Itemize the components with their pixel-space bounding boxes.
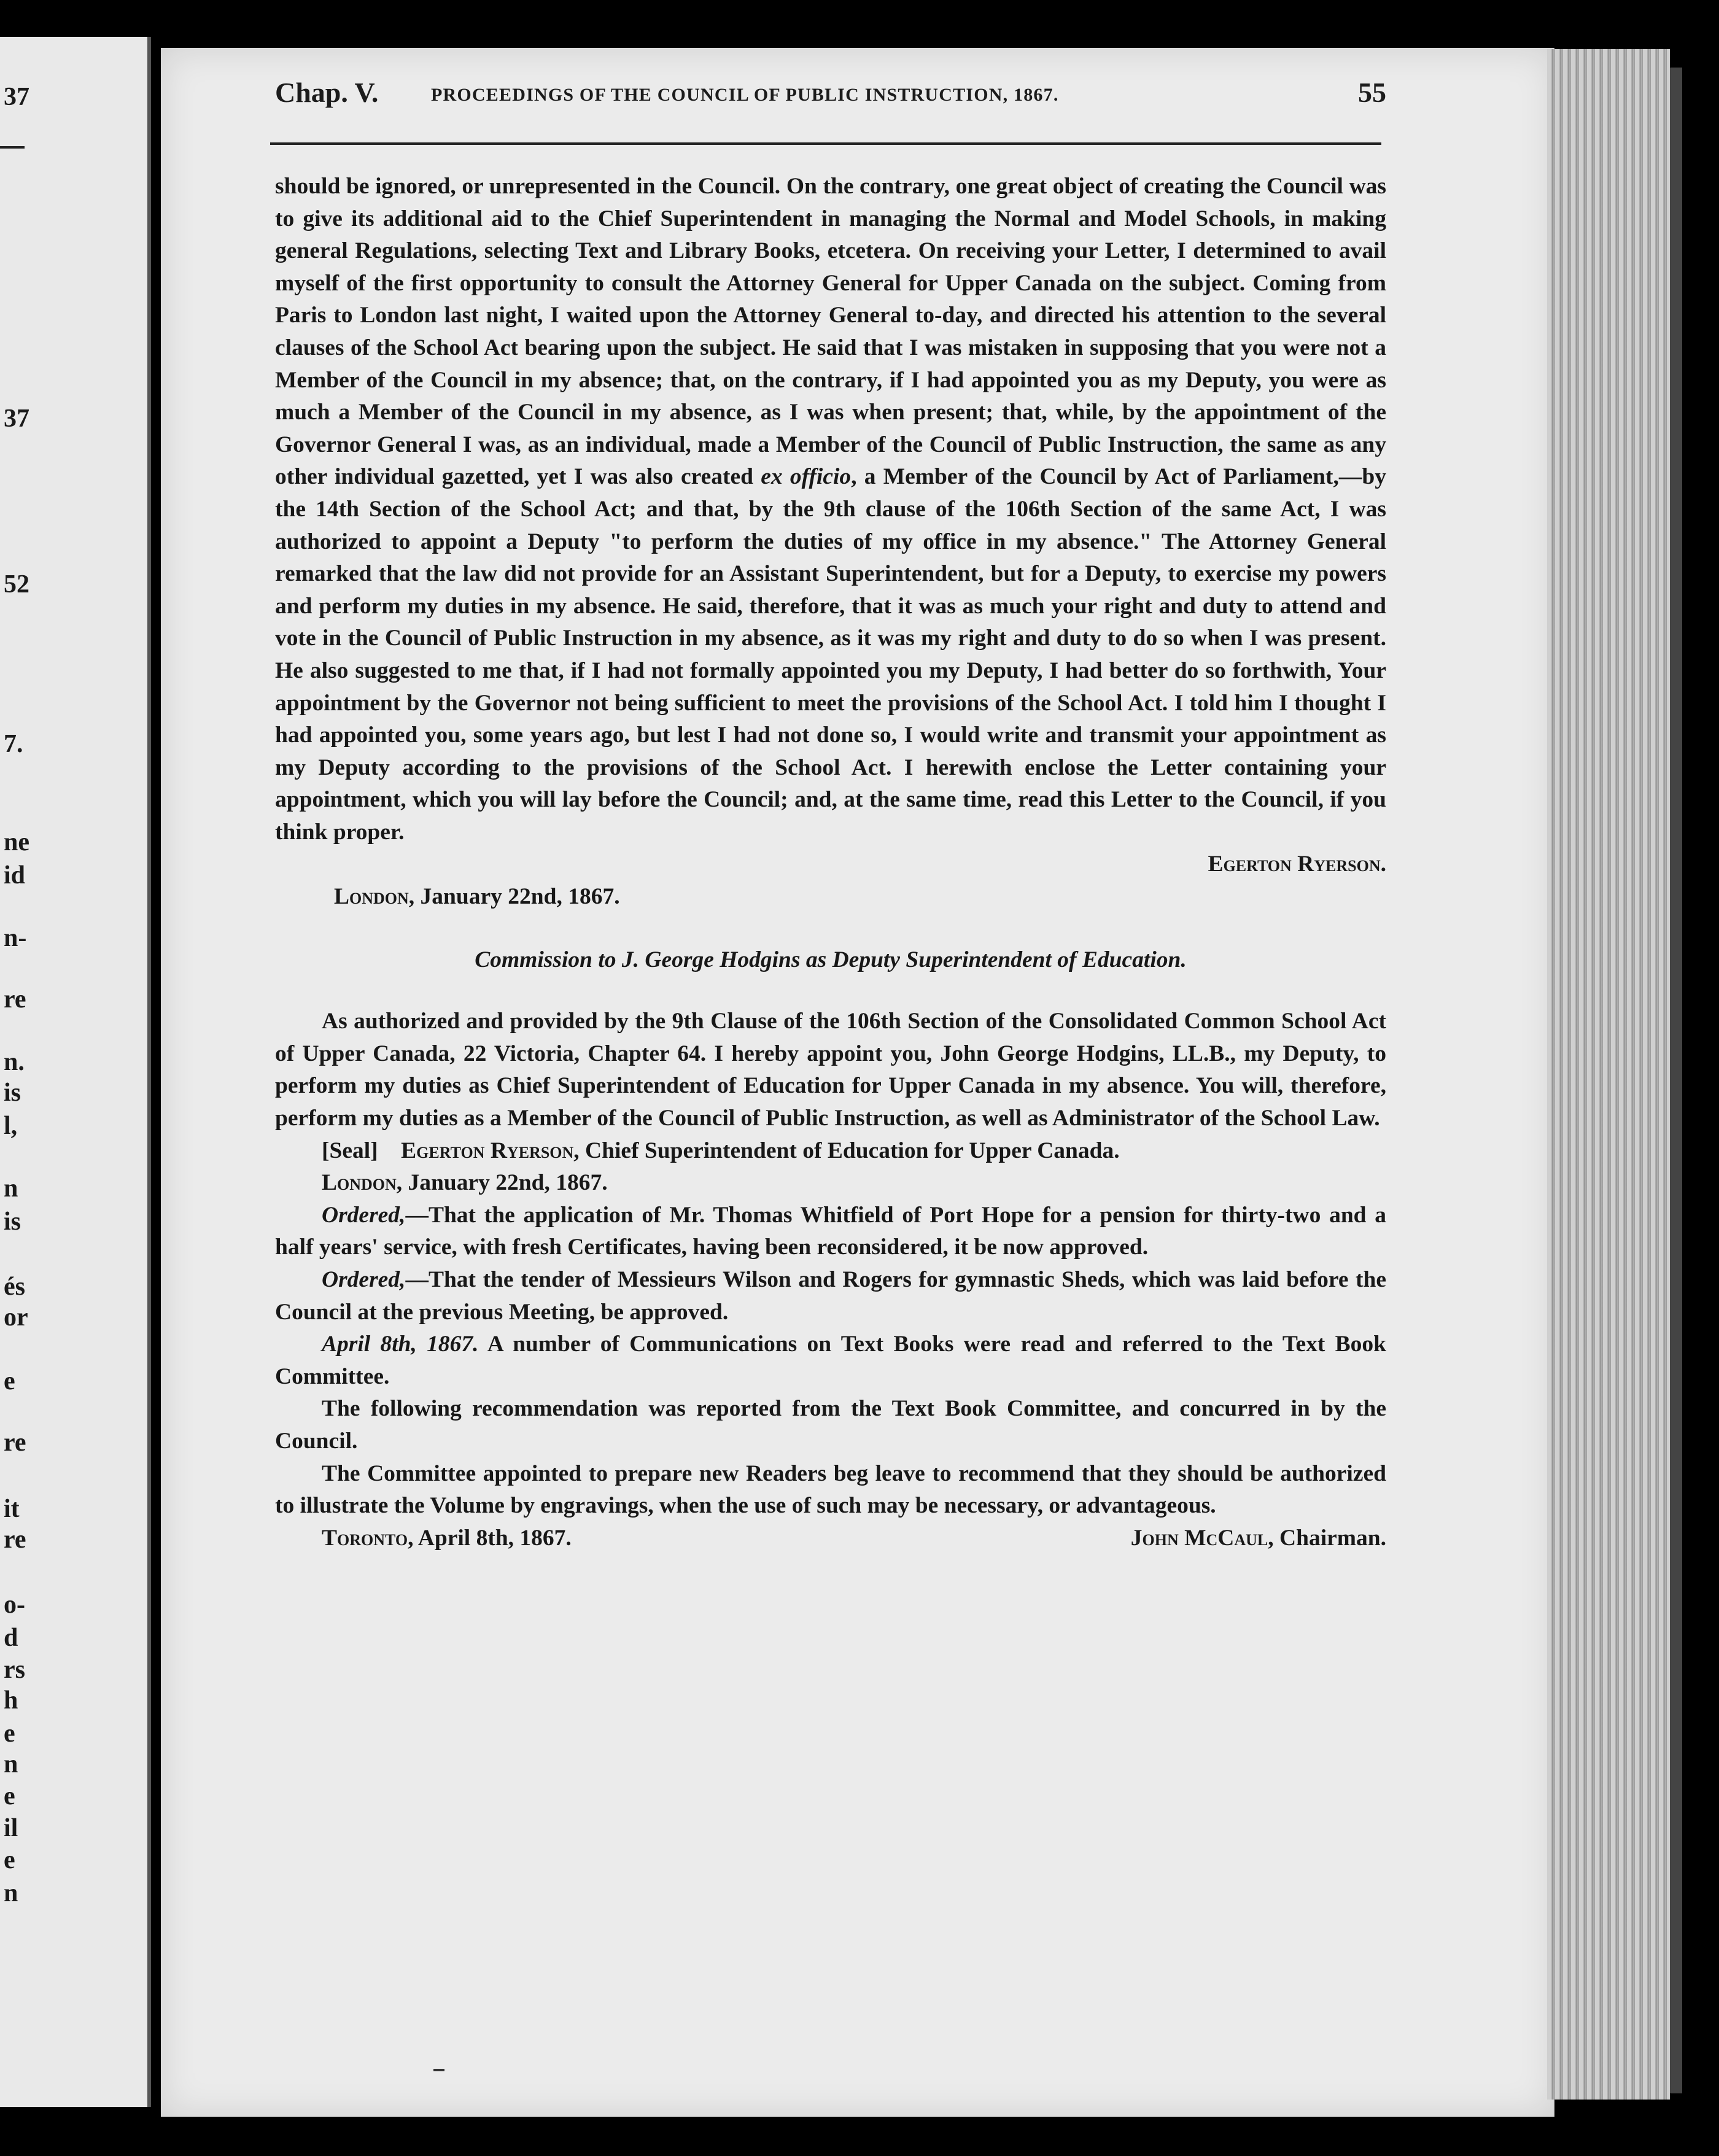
running-title: PROCEEDINGS OF THE COUNCIL OF PUBLIC INSTRUCTION, 1867. [431,85,1059,105]
letter-italic-phrase: ex officio [761,464,852,490]
april-date: April 8th, 1867. [322,1332,479,1357]
commission-heading: Commission to J. George Hodgins as Deputy Superintendent of Education. [475,947,1187,972]
seal-signatory: Egerton Ryerson, [401,1138,580,1163]
facing-fragment: n. [4,1048,25,1076]
final-date: April 8th, 1867. [413,1525,572,1551]
facing-fragment: e [4,1720,15,1748]
commission-paragraph: As authorized and provided by the 9th Clause of the 106th Section of the Consolidated Common School Act of Upper Canada, 22 Victoria, Chapter 64. I hereby appoint you, John George Hodgins, LL.B., my Deputy, to perform my duties as Chief Superintendent of Education for Upper Canada in my absence. You will, therefore, perform my duties as a Member of the Council of Public Instruction, as well as Administrator of the School Law. [275,1009,1386,1131]
commission-date-text: January 22nd, 1867. [402,1170,608,1196]
facing-fragment: h [4,1686,18,1715]
page-number: 55 [1358,77,1386,108]
facing-fragment: és [4,1273,25,1301]
facing-fragment: 7. [4,730,23,758]
page-edges [1547,49,1670,2100]
signature-ryerson [275,848,1386,881]
facing-fragment: re [4,985,26,1014]
order-text: —That the application of Mr. Thomas Whitfield of Port Hope for a pension for thirty-two and a half years' service, with fresh Certificates, having been reconsidered, it be now approved. [275,1202,1386,1260]
facing-fragment: o- [4,1591,25,1619]
april-entry [275,1328,1386,1393]
facing-page-edge [0,37,151,2107]
facing-fragment: 37 [4,405,29,433]
facing-fragment: id [4,861,26,890]
date-text: January 22nd, 1867. [414,884,620,910]
signature-name: Egerton Ryerson. [1208,851,1386,877]
chairman-role: Chairman. [1273,1525,1386,1551]
order-label: Ordered, [322,1202,406,1228]
final-place: Toronto, [322,1525,414,1551]
facing-fragment: e [4,1782,15,1810]
order-wilson-rogers [275,1264,1386,1328]
facing-fragment: is [4,1079,21,1107]
final-signature-line [275,1522,1386,1555]
commission-date-place: London, [322,1170,403,1196]
date-place: London, [334,884,415,910]
letter-paragraph [275,171,1386,848]
commission-date [275,1167,1386,1200]
facing-fragment: 52 [4,570,29,599]
facing-fragment: ne [4,828,29,856]
letter-date [275,881,1386,913]
order-label: Ordered, [322,1267,406,1292]
running-head [275,76,1386,119]
facing-fragment: e [4,1367,15,1395]
facing-fragment: rs [4,1656,25,1684]
facing-page-rule [0,146,25,149]
chairman-name: John McCaul, [1130,1525,1274,1551]
seal-label: [Seal] [322,1138,378,1163]
facing-fragment: re [4,1526,26,1554]
facing-fragment: l, [4,1112,18,1140]
chapter-label: Chap. V. [275,77,379,108]
committee-recommendation: The Committee appointed to prepare new Readers beg leave to recommend that they should be authorized to illustrate the Volume by engravings, when the use of such may be necessary, or advantageous. [275,1460,1386,1519]
page-text [275,171,1386,1554]
facing-fragment: il [4,1814,18,1842]
order-whitfield [275,1200,1386,1264]
order-text: —That the tender of Messieurs Wilson and Rogers for gymnastic Sheds, which was laid before the Council at the previous Meeting, be approved. [275,1267,1386,1325]
facing-fragment: it [4,1495,20,1523]
facing-fragment: or [4,1303,28,1332]
facing-fragment: is [4,1208,21,1236]
letter-text-part-2: , a Member of the Council by Act of Parliament,—by the 14th Section of the School Act; and that, by the 9th clause of the 106th Section of the same Act, I was authorized to appoint a Deputy "to perform the duties of my office in my absence." The Attorney General remarked that the law did not provide for an Assistant Superintendent, but for a Deputy, to exercise my powers and perform my duties in my absence. He said, therefore, that it was as much your right and duty to attend and vote in the Council of Public Instruction in my absence, as it was my right and duty to do so when I was present. He also suggested to me that, if I had not formally appointed you my Deputy, I had better do so forthwith, Your appointment by the Governor not being sufficient to meet the provisions of the School Act. I told him I thought I had appointed you, some years ago, but lest I had not done so, I would write and transmit your appointment as my Deputy according to the provisions of the School Act. I herewith enclose the Letter containing your appointment, which you will lay before the Council; and, at the same time, read this Letter to the Council, if you think proper. [275,464,1386,845]
page-edge-shadow [1670,68,1682,2093]
facing-fragment: re [4,1429,26,1457]
april-text: A number of Communications on Text Books were read and referred to the Text Book Committee. [275,1332,1386,1389]
seal-title: Chief Superintendent of Education for Upper Canada. [579,1138,1120,1163]
page-speck [433,2069,444,2071]
facing-fragment: n [4,1750,18,1778]
facing-fragment: n- [4,924,27,952]
final-date-line [322,1522,572,1555]
recommendation-intro: The following recommendation was reported from the Text Book Committee, and concurred in by the Council. [275,1396,1386,1454]
facing-fragment: 37 [4,83,29,111]
seal-line [275,1135,1386,1168]
facing-fragment: d [4,1624,18,1652]
facing-fragment: n [4,1174,18,1203]
chairman-signature [1131,1522,1386,1555]
header-rule [270,142,1381,145]
facing-fragment: n [4,1879,18,1907]
facing-fragment: e [4,1846,15,1874]
letter-text-part-1: should be ignored, or unrepresented in the Council. On the contrary, one great object of creating the Council was to give its additional aid to the Chief Superintendent in managing the Normal and Model Schools, in making general Regulations, selecting Text and Library Books, etcetera. On receiving your Letter, I determined to avail myself of the first opportunity to consult the Attorney General for Upper Canada on the subject. Coming from Paris to London last night, I waited upon the Attorney General to-day, and directed his attention to the several clauses of the School Act bearing upon the subject. He said that I was mistaken in supposing that you were not a Member of the Council in my absence; that, on the contrary, if I had appointed you as my Deputy, you were as much a Member of the Council in my absence, as I was when present; that, while, by the appointment of the Governor General I was, as an individual, made a Member of the Council of Public Instruction, the same as any other individual gazetted, yet I was also created [275,174,1386,490]
